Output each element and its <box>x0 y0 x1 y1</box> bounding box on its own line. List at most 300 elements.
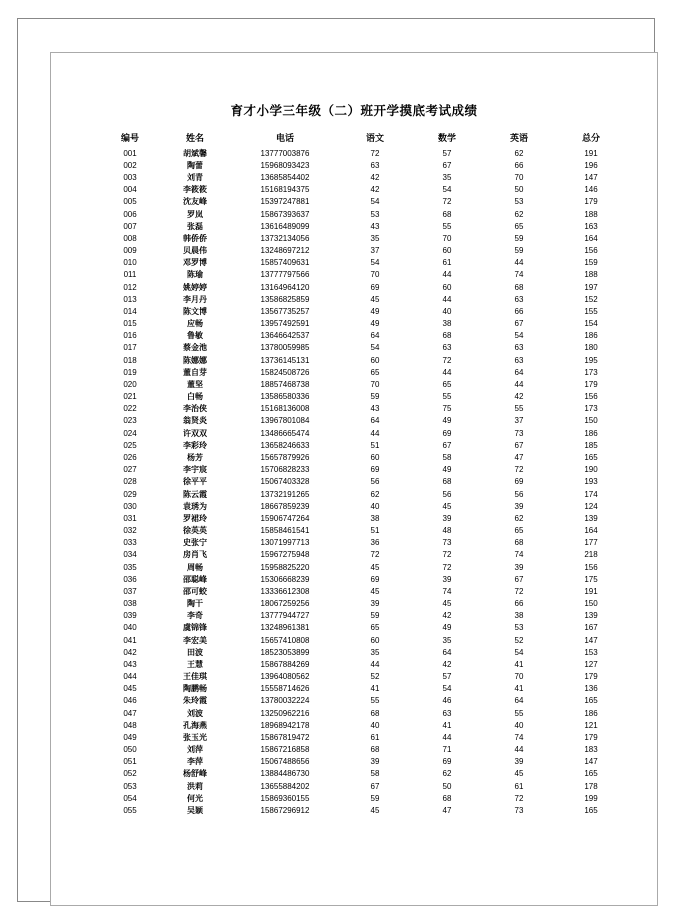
table-row <box>101 489 627 501</box>
cell-chinese: 36 <box>370 538 380 548</box>
cell-phone: 18067259256 <box>260 599 310 609</box>
cell-id: 034 <box>123 550 137 560</box>
cell-id: 045 <box>123 684 137 694</box>
cell-chinese: 59 <box>370 793 380 803</box>
cell-id: 017 <box>123 343 137 353</box>
cell-total: 154 <box>584 319 598 329</box>
cell-math: 44 <box>442 367 452 377</box>
cell-chinese: 51 <box>370 440 380 450</box>
cell-math: 39 <box>442 513 452 523</box>
cell-total: 193 <box>584 477 598 487</box>
cell-id: 041 <box>123 635 137 645</box>
cell-phone: 13616489099 <box>260 221 310 231</box>
cell-name: 罗岚 <box>187 209 203 219</box>
cell-name: 刘波 <box>187 708 203 718</box>
cell-math: 38 <box>442 319 452 329</box>
cell-chinese: 45 <box>370 562 380 572</box>
cell-name: 邵聪峰 <box>183 574 207 584</box>
cell-chinese: 60 <box>370 355 380 365</box>
cell-id: 005 <box>123 197 137 207</box>
cell-chinese: 54 <box>370 197 380 207</box>
cell-chinese: 45 <box>370 586 380 596</box>
cell-math: 56 <box>442 489 452 499</box>
cell-english: 37 <box>514 416 524 426</box>
cell-phone: 13964080562 <box>260 672 310 682</box>
cell-english: 64 <box>514 696 524 706</box>
cell-math: 48 <box>442 526 452 536</box>
cell-phone: 15168194375 <box>260 185 310 195</box>
cell-english: 65 <box>514 526 524 536</box>
cell-math: 44 <box>442 732 452 742</box>
cell-id: 031 <box>123 513 137 523</box>
cell-name: 李治侠 <box>183 404 207 414</box>
cell-total: 179 <box>584 379 598 389</box>
cell-chinese: 38 <box>370 513 380 523</box>
cell-total: 177 <box>584 538 598 548</box>
cell-total: 147 <box>584 635 598 645</box>
column-header-english: 英语 <box>509 133 528 143</box>
cell-id: 023 <box>123 416 137 426</box>
cell-english: 67 <box>514 319 524 329</box>
cell-id: 014 <box>123 306 137 316</box>
table-row <box>101 550 627 562</box>
table-row <box>101 720 627 732</box>
cell-phone: 13248697212 <box>260 246 310 256</box>
cell-name: 白畅 <box>187 392 203 402</box>
cell-english: 39 <box>514 501 524 511</box>
table-row <box>101 367 627 379</box>
cell-total: 139 <box>584 611 598 621</box>
cell-id: 050 <box>123 745 137 755</box>
cell-phone: 18857468738 <box>260 379 310 389</box>
cell-math: 54 <box>442 185 452 195</box>
cell-name: 董自芽 <box>183 367 207 377</box>
cell-english: 38 <box>514 611 524 621</box>
page-title: 育才小学三年级（二）班开学摸底考试成绩 <box>230 104 478 118</box>
cell-phone: 15558714626 <box>260 684 310 694</box>
cell-math: 65 <box>442 379 452 389</box>
table-row <box>101 623 627 635</box>
cell-chinese: 40 <box>370 501 380 511</box>
cell-math: 55 <box>442 392 452 402</box>
cell-phone: 13336612308 <box>260 586 310 596</box>
cell-phone: 13164964120 <box>260 282 310 292</box>
table-row <box>101 343 627 355</box>
cell-english: 53 <box>514 197 524 207</box>
cell-english: 74 <box>514 732 524 742</box>
cell-english: 40 <box>514 720 524 730</box>
cell-math: 50 <box>442 781 452 791</box>
cell-math: 63 <box>442 708 452 718</box>
cell-english: 73 <box>514 428 524 438</box>
cell-math: 68 <box>442 477 452 487</box>
table-row <box>101 611 627 623</box>
cell-math: 61 <box>442 258 452 268</box>
cell-chinese: 58 <box>370 769 380 779</box>
table-row <box>101 732 627 744</box>
cell-math: 35 <box>442 635 452 645</box>
table-row <box>101 245 627 257</box>
cell-chinese: 72 <box>370 148 380 158</box>
cell-id: 037 <box>123 586 137 596</box>
cell-english: 44 <box>514 745 524 755</box>
cell-phone: 13777797566 <box>260 270 310 280</box>
cell-math: 68 <box>442 793 452 803</box>
cell-chinese: 60 <box>370 635 380 645</box>
cell-total: 124 <box>584 501 598 511</box>
cell-id: 010 <box>123 258 137 268</box>
cell-math: 60 <box>442 282 452 292</box>
table-row <box>101 525 627 537</box>
cell-id: 003 <box>123 173 137 183</box>
cell-math: 49 <box>442 465 452 475</box>
table-row <box>101 391 627 403</box>
cell-math: 72 <box>442 550 452 560</box>
cell-total: 152 <box>584 294 598 304</box>
cell-english: 62 <box>514 148 524 158</box>
cell-id: 004 <box>123 185 137 195</box>
cell-phone: 15306668239 <box>260 574 310 584</box>
table-row <box>101 647 627 659</box>
cell-total: 167 <box>584 623 598 633</box>
cell-chinese: 43 <box>370 404 380 414</box>
cell-id: 024 <box>123 428 137 438</box>
cell-name: 陈娜娜 <box>183 355 207 365</box>
cell-math: 35 <box>442 173 452 183</box>
cell-name: 李宏美 <box>183 635 207 645</box>
cell-english: 74 <box>514 550 524 560</box>
cell-math: 41 <box>442 720 452 730</box>
cell-chinese: 51 <box>370 526 380 536</box>
cell-name: 李月丹 <box>183 294 207 304</box>
cell-name: 史张宁 <box>183 538 207 548</box>
cell-id: 049 <box>123 732 137 742</box>
cell-chinese: 55 <box>370 696 380 706</box>
cell-math: 45 <box>442 501 452 511</box>
cell-name: 陈文博 <box>183 306 207 316</box>
cell-name: 姚婷婷 <box>183 282 207 292</box>
cell-math: 74 <box>442 586 452 596</box>
table-row <box>101 684 627 696</box>
cell-id: 055 <box>123 805 137 815</box>
cell-phone: 13736145131 <box>260 355 310 365</box>
cell-phone: 13655884202 <box>260 781 310 791</box>
cell-name: 董坚 <box>187 379 203 389</box>
cell-phone: 13780032224 <box>260 696 310 706</box>
cell-total: 165 <box>584 452 598 462</box>
cell-total: 186 <box>584 708 598 718</box>
cell-english: 63 <box>514 355 524 365</box>
cell-phone: 13646642537 <box>260 331 310 341</box>
cell-math: 64 <box>442 647 452 657</box>
cell-name: 周畅 <box>187 562 203 572</box>
cell-english: 72 <box>514 793 524 803</box>
cell-english: 66 <box>514 160 524 170</box>
cell-total: 165 <box>584 769 598 779</box>
cell-chinese: 39 <box>370 599 380 609</box>
cell-total: 190 <box>584 465 598 475</box>
table-row <box>101 574 627 586</box>
cell-chinese: 69 <box>370 574 380 584</box>
table-row <box>101 209 627 221</box>
cell-chinese: 42 <box>370 173 380 183</box>
cell-name: 洪莉 <box>187 781 203 791</box>
cell-total: 180 <box>584 343 598 353</box>
cell-total: 185 <box>584 440 598 450</box>
cell-name: 鲁敏 <box>187 331 203 341</box>
cell-chinese: 70 <box>370 379 380 389</box>
cell-english: 55 <box>514 708 524 718</box>
table-row <box>101 744 627 756</box>
cell-total: 195 <box>584 355 598 365</box>
cell-name: 陈云霞 <box>183 489 207 499</box>
table-row <box>101 635 627 647</box>
table-row <box>101 781 627 793</box>
cell-chinese: 35 <box>370 233 380 243</box>
column-header-name: 姓名 <box>185 133 204 143</box>
cell-id: 052 <box>123 769 137 779</box>
cell-phone: 13685854402 <box>260 173 310 183</box>
cell-id: 030 <box>123 501 137 511</box>
cell-phone: 13777944727 <box>260 611 310 621</box>
cell-english: 72 <box>514 465 524 475</box>
cell-total: 156 <box>584 246 598 256</box>
cell-total: 178 <box>584 781 598 791</box>
cell-name: 张玉光 <box>183 732 207 742</box>
cell-id: 020 <box>123 379 137 389</box>
cell-total: 174 <box>584 489 598 499</box>
cell-id: 026 <box>123 452 137 462</box>
cell-id: 018 <box>123 355 137 365</box>
cell-total: 150 <box>584 416 598 426</box>
cell-phone: 13732134056 <box>260 233 310 243</box>
page-content <box>50 52 658 906</box>
cell-id: 039 <box>123 611 137 621</box>
cell-math: 67 <box>442 160 452 170</box>
table-row <box>101 513 627 525</box>
cell-english: 66 <box>514 599 524 609</box>
cell-english: 67 <box>514 574 524 584</box>
cell-id: 011 <box>123 270 137 280</box>
cell-total: 165 <box>584 805 598 815</box>
cell-name: 邵可蛟 <box>183 586 207 596</box>
cell-name: 朱玲霞 <box>183 696 207 706</box>
grades-table <box>101 131 627 817</box>
cell-total: 164 <box>584 233 598 243</box>
cell-english: 66 <box>514 306 524 316</box>
cell-chinese: 54 <box>370 343 380 353</box>
table-row <box>101 793 627 805</box>
cell-total: 165 <box>584 696 598 706</box>
cell-phone: 15867393637 <box>260 209 310 219</box>
cell-math: 46 <box>442 696 452 706</box>
table-row <box>101 562 627 574</box>
cell-chinese: 67 <box>370 781 380 791</box>
column-header-phone: 电话 <box>275 133 294 143</box>
cell-math: 44 <box>442 294 452 304</box>
cell-chinese: 49 <box>370 306 380 316</box>
cell-name: 王慧 <box>187 659 203 669</box>
cell-id: 054 <box>123 793 137 803</box>
cell-name: 孔海燕 <box>183 720 207 730</box>
cell-math: 44 <box>442 270 452 280</box>
table-row <box>101 696 627 708</box>
table-row <box>101 805 627 817</box>
cell-english: 74 <box>514 270 524 280</box>
table-row <box>101 270 627 282</box>
cell-chinese: 68 <box>370 708 380 718</box>
cell-name: 贝晨伟 <box>183 246 207 256</box>
cell-total: 179 <box>584 197 598 207</box>
cell-phone: 15869360155 <box>260 793 310 803</box>
cell-chinese: 35 <box>370 647 380 657</box>
cell-math: 68 <box>442 331 452 341</box>
cell-chinese: 56 <box>370 477 380 487</box>
cell-id: 012 <box>123 282 137 292</box>
cell-phone: 13780059985 <box>260 343 310 353</box>
cell-chinese: 64 <box>370 331 380 341</box>
cell-english: 68 <box>514 538 524 548</box>
cell-name: 陶鹏畅 <box>183 684 207 694</box>
cell-phone: 18523053899 <box>260 647 310 657</box>
cell-id: 035 <box>123 562 137 572</box>
cell-english: 44 <box>514 258 524 268</box>
cell-id: 033 <box>123 538 137 548</box>
table-row <box>101 477 627 489</box>
cell-chinese: 69 <box>370 465 380 475</box>
cell-name: 李宇宸 <box>183 465 207 475</box>
cell-english: 59 <box>514 246 524 256</box>
cell-phone: 15824508726 <box>260 367 310 377</box>
cell-math: 57 <box>442 148 452 158</box>
cell-english: 70 <box>514 173 524 183</box>
cell-english: 70 <box>514 672 524 682</box>
cell-name: 罗裙玲 <box>183 513 207 523</box>
cell-phone: 13586825859 <box>260 294 310 304</box>
cell-total: 153 <box>584 647 598 657</box>
cell-math: 62 <box>442 769 452 779</box>
table-row <box>101 306 627 318</box>
cell-id: 002 <box>123 160 137 170</box>
cell-phone: 13486665474 <box>260 428 310 438</box>
cell-chinese: 53 <box>370 209 380 219</box>
cell-total: 164 <box>584 526 598 536</box>
cell-name: 吴颖 <box>187 805 203 815</box>
cell-english: 53 <box>514 623 524 633</box>
cell-math: 71 <box>442 745 452 755</box>
cell-name: 王佳琪 <box>183 672 207 682</box>
cell-name: 应畅 <box>187 319 203 329</box>
cell-id: 019 <box>123 367 137 377</box>
cell-math: 73 <box>442 538 452 548</box>
cell-id: 040 <box>123 623 137 633</box>
cell-name: 李奇 <box>187 611 203 621</box>
cell-phone: 15867296912 <box>260 805 310 815</box>
table-row <box>101 671 627 683</box>
cell-name: 陶蕾 <box>187 160 203 170</box>
cell-chinese: 44 <box>370 659 380 669</box>
table-row <box>101 379 627 391</box>
table-row <box>101 598 627 610</box>
cell-math: 58 <box>442 452 452 462</box>
cell-phone: 15867216858 <box>260 745 310 755</box>
cell-phone: 15706828233 <box>260 465 310 475</box>
cell-english: 39 <box>514 757 524 767</box>
cell-math: 45 <box>442 599 452 609</box>
cell-id: 042 <box>123 647 137 657</box>
cell-english: 68 <box>514 282 524 292</box>
cell-math: 57 <box>442 672 452 682</box>
cell-math: 55 <box>442 221 452 231</box>
cell-total: 121 <box>584 720 598 730</box>
cell-phone: 15967275948 <box>260 550 310 560</box>
cell-math: 42 <box>442 659 452 669</box>
cell-chinese: 59 <box>370 611 380 621</box>
cell-chinese: 42 <box>370 185 380 195</box>
cell-english: 50 <box>514 185 524 195</box>
cell-english: 61 <box>514 781 524 791</box>
cell-name: 陶干 <box>187 599 203 609</box>
cell-id: 053 <box>123 781 137 791</box>
cell-id: 027 <box>123 465 137 475</box>
cell-total: 159 <box>584 258 598 268</box>
cell-phone: 15657410808 <box>260 635 310 645</box>
cell-chinese: 37 <box>370 246 380 256</box>
cell-id: 007 <box>123 221 137 231</box>
cell-chinese: 69 <box>370 282 380 292</box>
cell-math: 39 <box>442 574 452 584</box>
cell-phone: 13957492591 <box>260 319 310 329</box>
cell-chinese: 60 <box>370 452 380 462</box>
cell-total: 150 <box>584 599 598 609</box>
cell-phone: 13884486730 <box>260 769 310 779</box>
cell-phone: 18667859239 <box>260 501 310 511</box>
cell-english: 45 <box>514 769 524 779</box>
table-row <box>101 428 627 440</box>
cell-phone: 15168136008 <box>260 404 310 414</box>
cell-id: 009 <box>123 246 137 256</box>
cell-total: 191 <box>584 148 598 158</box>
cell-math: 40 <box>442 306 452 316</box>
cell-id: 032 <box>123 526 137 536</box>
cell-total: 218 <box>584 550 598 560</box>
table-row <box>101 197 627 209</box>
cell-chinese: 62 <box>370 489 380 499</box>
cell-total: 186 <box>584 331 598 341</box>
cell-name: 何光 <box>187 793 203 803</box>
cell-english: 72 <box>514 586 524 596</box>
cell-total: 146 <box>584 185 598 195</box>
table-row <box>101 538 627 550</box>
table-row <box>101 318 627 330</box>
cell-id: 029 <box>123 489 137 499</box>
cell-chinese: 52 <box>370 672 380 682</box>
cell-english: 42 <box>514 392 524 402</box>
cell-total: 197 <box>584 282 598 292</box>
table-row <box>101 294 627 306</box>
cell-math: 60 <box>442 246 452 256</box>
page-border <box>17 18 655 902</box>
table-row <box>101 185 627 197</box>
cell-english: 39 <box>514 562 524 572</box>
cell-chinese: 45 <box>370 294 380 304</box>
cell-id: 051 <box>123 757 137 767</box>
cell-total: 186 <box>584 428 598 438</box>
cell-total: 183 <box>584 745 598 755</box>
cell-english: 73 <box>514 805 524 815</box>
cell-english: 63 <box>514 343 524 353</box>
cell-total: 156 <box>584 562 598 572</box>
